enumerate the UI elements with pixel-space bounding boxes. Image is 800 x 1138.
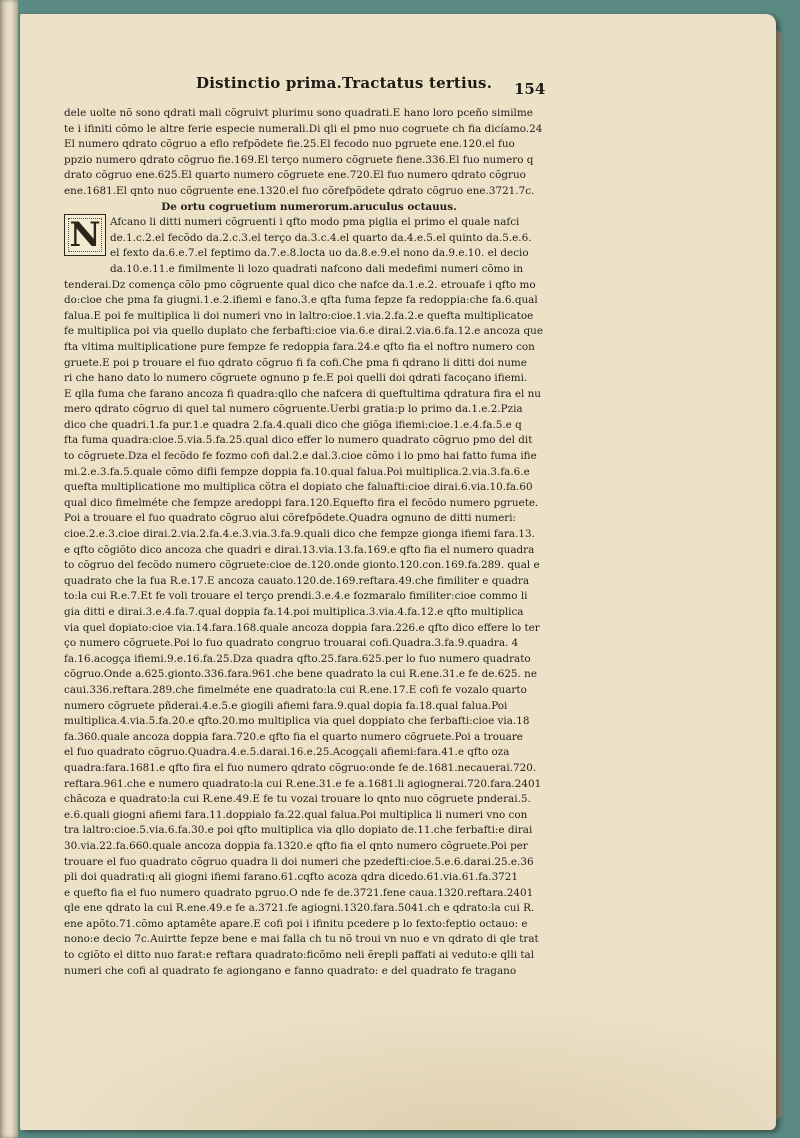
text-line: drato cõgruo ene.625.El quarto numero cõgruete ene.720.El fuo numero qdrato cõgruo <box>64 169 526 182</box>
text-line: via quel dopiato:cioe via.14.fara.168.quale ancoza doppia fara.226.e qfto dico effere lo ter <box>64 621 540 634</box>
text-line: 30.via.22.fa.660.quale ancoza doppia fa.1320.e qfto fia el qnto numero cõgruete.Poi per <box>64 839 528 852</box>
text-line: to cõgruete.Dza el fecõdo fe fozmo cofi dal.2.e dal.3.cioe cõmo i lo pmo hai fatto fuma ifie <box>64 450 537 463</box>
text-line: mero qdrato cõgruo di quel tal numero cõgruente.Uerbi gratia:p lo primo da.1.e.2.Pzia <box>64 403 523 416</box>
adjacent-page-edge <box>0 0 18 1138</box>
text-line: e qfto cõgiõto dico ancoza che quadri e dirai.13.via.13.fa.169.e qfto fia el numero quadra <box>64 543 535 556</box>
text-line: cõgruo.Onde a.625.gionto.336.fara.961.che bene quadrato la cui R.ene.31.e fe de.625. ne <box>64 668 537 681</box>
text-line: tra laltro:cioe.5.via.6.fa.30.e poi qfto multiplica via qllo dopiato de.11.che ferbafti:e dirai <box>64 824 533 837</box>
text-line: trouare el fuo quadrato cõgruo quadra li doi numeri che pzedefti:cioe.5.e.6.darai.25.e.36 <box>64 855 534 868</box>
text-line: ço numero cõgruete.Poi lo fuo quadrato congruo trouarai cofi.Quadra.3.fa.9.quadra. 4 <box>64 637 519 650</box>
text-line: fa.16.acogça ifiemi.9.e.16.fa.25.Dza quadra qfto.25.fara.625.per lo fuo numero quadrato <box>64 652 531 665</box>
text-line: numeri che cofi al quadrato fe agiongano e fanno quadrato: e del quadrato fe tragano <box>64 964 517 977</box>
text-line: el fuo quadrato cõgruo.Quadra.4.e.5.darai.16.e.25.Acogçali afiemi:fara.41.e qfto oza <box>64 746 510 759</box>
text-line: quadra:fara.1681.e qfto fira el fuo numero qdrato cõgruo:onde fe de.1681.necauerai.720. <box>64 761 537 774</box>
text-block <box>64 106 554 979</box>
text-line: fa.360.quale ancoza doppia fara.720.e qfto fia el quarto numero cõgruete.Poi a trouare <box>64 730 523 743</box>
text-line: El numero qdrato cõgruo a eflo refpõdete fie.25.El fecodo nuo pgruete ene.120.el fuo <box>64 138 515 151</box>
adjacent-page-bleed <box>2 100 14 960</box>
text-line: to:la cui R.e.7.Et fe voli trouare el terço prendi.3.e.4.e fozmaralo fimiliter:cioe commo li <box>64 590 528 603</box>
text-line: cioe.2.e.3.cioe dirai.2.via.2.fa.4.e.3.via.3.fa.9.quali dico che fempze gionga ifiemi fara.13. <box>64 528 535 541</box>
text-line: e.6.quali giogni afiemi fara.11.doppialo fa.22.qual falua.Poi multiplica li numeri vno con <box>64 808 528 821</box>
text-line: dele uolte nõ sono qdrati mali cõgruivt plurimu sono quadrati.E hano loro pceño similme <box>64 107 533 119</box>
text-line: gia ditti e dirai.3.e.4.fa.7.qual doppia fa.14.poi multiplica.3.via.4.fa.12.e qfto multiplica <box>64 606 524 618</box>
text-line: de.1.c.2.el fecõdo da.2.c.3.el terço da.3.c.4.el quarto da.4.e.5.el quinto da.5.e.6. <box>110 231 532 244</box>
text-line: E qlla fuma che farano ancoza fi quadra:qllo che nafcera di queftultima qdratura fira el nu <box>64 387 542 400</box>
text-line: ri che hano dato lo numero cõgruete ognuno p fe.E poi quelli doi qdrati facoçano ifiemi. <box>64 372 528 385</box>
text-line: mi.2.e.3.fa.5.quale cõmo difli fempze doppia fa.10.qual falua.Poi multiplica.2.via.3.fa.6.e <box>64 465 530 478</box>
text-line: nono:e decio 7c.Auirtte fepze bene e mai falla ch tu nõ troui vn nuo e vn qdrato di qle trat <box>64 933 539 946</box>
section-title: De ortu cogruetium numerorum.aruculus octauus. <box>161 200 457 213</box>
text-line: multiplica.4.via.5.fa.20.e qfto.20.mo multiplica via quel doppiato che ferbafti:cioe via.18 <box>64 715 530 728</box>
text-line: to cgiõto el ditto nuo farat:e reftara quadrato:ficõmo neli ẽrepli paffati ai veduto:e qlli tal <box>64 949 535 962</box>
text-line: el fexto da.6.e.7.el feptimo da.7.e.8.locta uo da.8.e.9.el nono da.9.e.10. el decio <box>110 247 529 260</box>
text-line: te i ifiniti cõmo le altre ferie especie numerali.Di qli el pmo nuo cogruete ch fia dicíamo.24 <box>64 122 543 135</box>
text-line: Afcano li ditti numeri cõgruenti i qfto modo pma piglia el primo el quale nafci <box>110 216 520 229</box>
text-line: chãcoza e quadrato:la cui R.ene.49.E fe tu vozai trouare lo qnto nuo cõgruete pnderai.5. <box>64 793 531 806</box>
text-line: gruete.E poi p trouare el fuo qdrato cõgruo fi fa cofi.Che pma fi qdrano li ditti doi nume <box>64 356 527 369</box>
text-line: dico che quadri.1.fa pur.1.e quadra 2.fa.4.quali dico che giõga ifiemi:cioe.1.e.4.fa.5.e q <box>64 418 522 431</box>
text-line: qual dico fimelméte che fempze aredoppi fara.120.Equefto fira el fecõdo numero pgruete. <box>64 496 539 509</box>
text-line: do:cioe che pma fa giugni.1.e.2.ifiemi e fano.3.e qfta fuma fepze fa redoppia:che fa.6.qual <box>64 294 538 307</box>
text-line: to cõgruo del fecõdo numero cõgruete:cioe de.120.onde gionto.120.con.169.fa.289. qual e <box>64 559 540 572</box>
text-line: fe multiplica poi via quello duplato che ferbafti:cioe via.6.e dirai.2.via.6.fa.12.e ancoza que <box>64 325 543 338</box>
decorated-initial: N <box>64 214 106 256</box>
text-line: fta vltima multiplicatione pure fempze fe redoppia fara.24.e qfto fia el noftro numero con <box>64 340 535 353</box>
text-line: ene.1681.El qnto nuo cõgruente ene.1320.el fuo cõrefpõdete qdrato cõgruo ene.3721.7c. <box>64 184 535 197</box>
text-line: quadrato che la fua R.e.17.E ancoza cauato.120.de.169.reftara.49.che fimiliter e quadra <box>64 574 530 587</box>
running-header: Distinctio prima.Tractatus tertius. <box>196 74 493 92</box>
folio-number: 154 <box>514 80 546 98</box>
text-line: qle ene qdrato la cui R.ene.49.e fe a.3721.fe agiogni.1320.fara.5041.ch e qdrato:la cui R. <box>64 902 535 915</box>
text-line: e quefto fia el fuo numero quadrato pgruo.O nde fe de.3721.fene caua.1320.reftara.2401 <box>64 886 534 899</box>
text-line: fta fuma quadra:cioe.5.via.5.fa.25.qual dico effer lo numero quadrato cõgruo pmo del dit <box>64 434 533 447</box>
text-line: tenderai.Dz comença cõlo pmo cõgruente qual dico che nafce da.1.e.2. etrouafe i qfto mo <box>64 278 536 291</box>
text-line: pli doi quadrati:q ali giogni ifiemi farano.61.cqfto acoza qdra dicedo.61.via.61.fa.3721 <box>64 871 519 884</box>
text-line: reftara.961.che e numero quadrato:la cui R.ene.31.e fe a.1681.li agiognerai.720.fara.2401 <box>64 777 542 790</box>
text-line: falua.E poi fe multiplica li doi numeri vno in laltro:cioe.1.via.2.fa.2.e quefta multiplicatoe <box>64 309 534 322</box>
text-line: Poi a trouare el fuo quadrato cõgruo alui cõrefpõdete.Quadra ognuno de ditti numeri: <box>64 512 517 525</box>
text-line: ene apõto.71.cõmo aptamête apare.E cofi poi i ifinitu pcedere p lo fexto:feptio octauo: e <box>64 917 528 930</box>
text-line: da.10.e.11.e fimilmente li lozo quadrati nafcono dali medefimi numeri cõmo in <box>110 262 524 275</box>
text-line: caui.336.reftara.289.che fimelméte ene quadrato:la cui R.ene.17.E cofi fe vozalo quarto <box>64 683 527 696</box>
text-line: quefta multiplicatione mo multiplica cõtra el dopiato che faluafti:cioe dirai.6.via.10.fa.60 <box>64 481 533 494</box>
text-line: ppzio numero qdrato cõgruo fie.169.El terço numero cõgruete fiene.336.El fuo numero q <box>64 153 534 166</box>
page-stain <box>20 1000 776 1130</box>
text-line: numero cõgruete pñderai.4.e.5.e giogili afiemi fara.9.qual dopia fa.18.qual falua.Poi <box>64 699 508 712</box>
